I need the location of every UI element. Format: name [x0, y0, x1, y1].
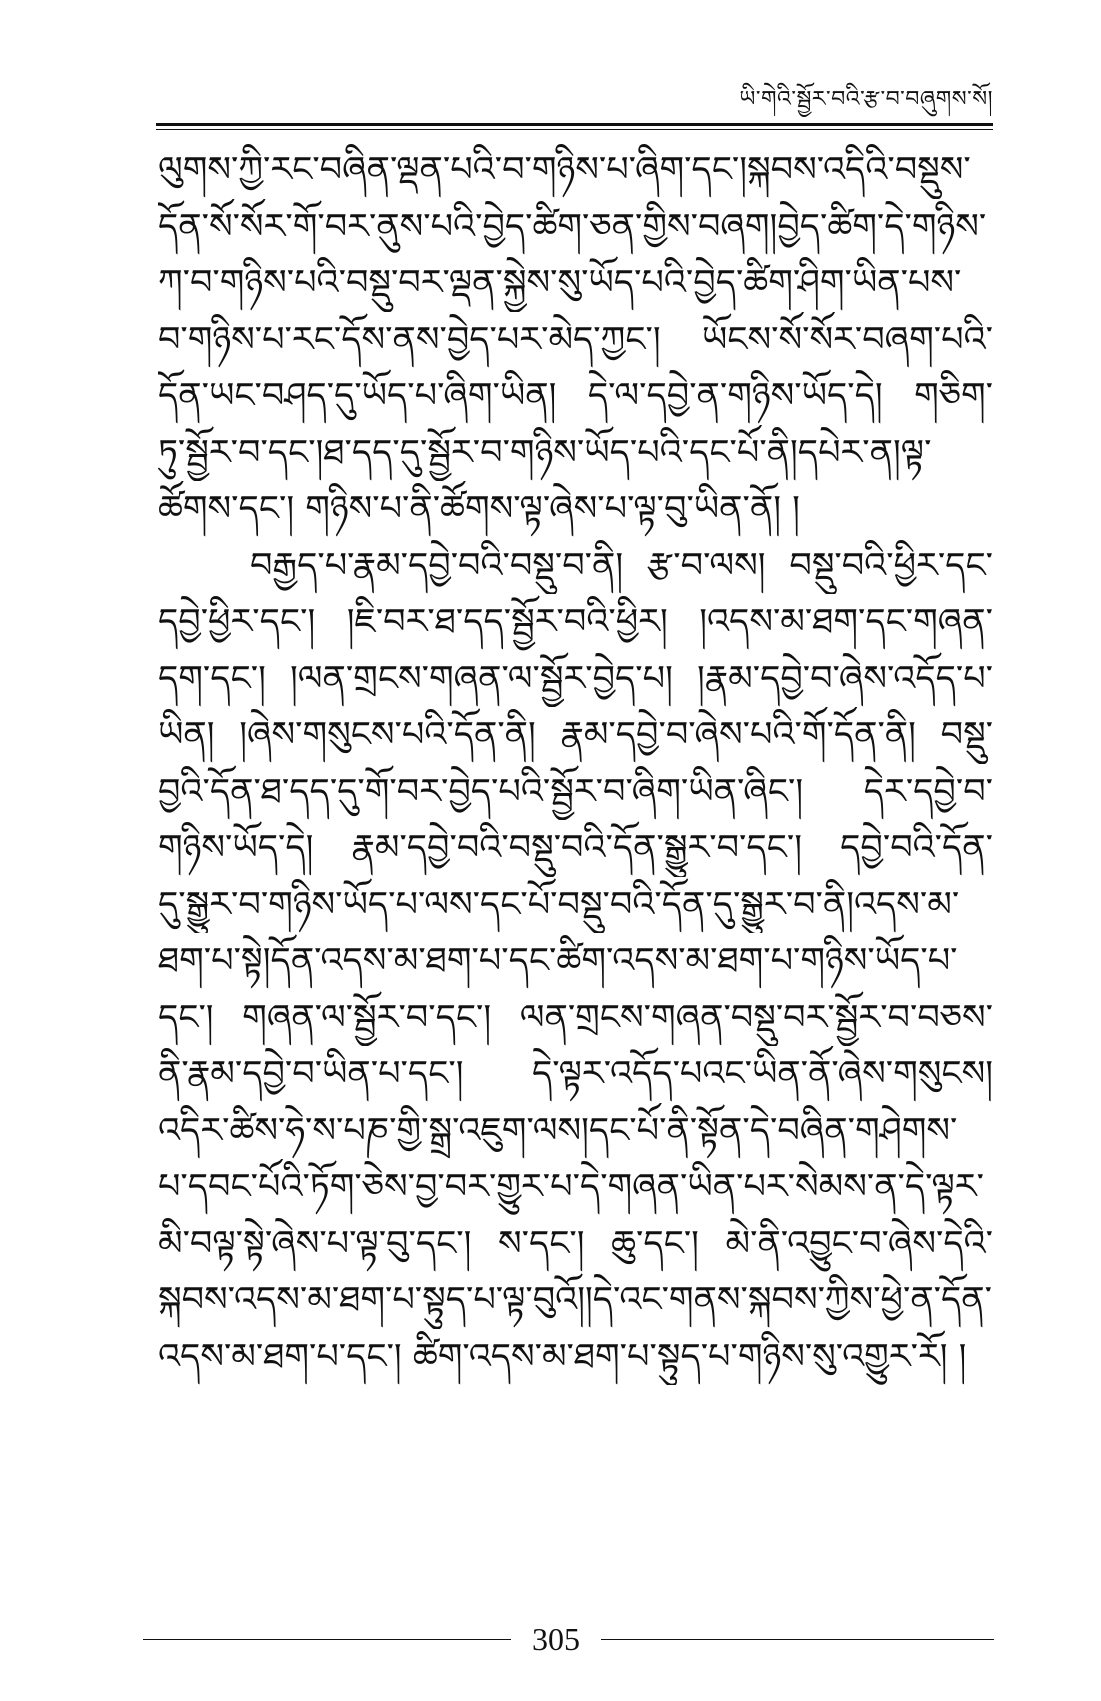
text-line: ལུགས་ཀྱི་རང་བཞིན་ལྡན་པའི་བ་གཉིས་པ་ཞིག་དང་།སྐབས་འདིའི་བསྡུས་ [158, 150, 971, 190]
text-line: དོན་སོ་སོར་གོ་བར་ནུས་པའི་བྱེད་ཚིག་ཅན་གྱིས་བཞག།བྱེད་ཚིག་དེ་གཉིས་ [158, 206, 987, 247]
text-line: མི་བལྟ་སྟེ་ཞེས་པ་ལྟ་བུ་དང་། ས་དང་། ཆུ་དང་། མེ་ནི་འབྱུང་བ་ཞེས་དེའི་ [158, 1223, 993, 1264]
text-line: འདས་མ་ཐག་པ་དང་། ཚིག་འདས་མ་ཐག་པ་སྟུད་པ་གཉིས་སུ་འགྱུར་རོ། ། [158, 1336, 967, 1377]
text-line: འདིར་ཚིས་ཧེ་ས་པཎ་གྱི་སྒྲ་འཇུག་ལས།དང་པོ་ནི་སྟོན་དེ་བཞིན་གཤེགས་ [158, 1110, 958, 1151]
running-head: ཡི་གེའི་སྦྱོར་བའི་རྩ་བ་བཞུགས་སོ། [739, 87, 993, 112]
text-line: ཀ་བ་གཉིས་པའི་བསྡུ་བར་ལྡན་སྐྱེས་སུ་ཡོད་པའི་བྱེད་ཚིག་ཤིག་ཡིན་པས་ [158, 263, 962, 303]
text-line: ཐག་པ་སྟེ།དོན་འདས་མ་ཐག་པ་དང་ཚིག་འདས་མ་ཐག་པ་གཉིས་ཡོད་པ་ [158, 941, 958, 981]
text-line: དང་། གཞན་ལ་སྦྱོར་བ་དང་། ལན་གྲངས་གཞན་བསྡུ་བར་སྦྱོར་བ་བཅས་ [158, 997, 993, 1038]
text-line: གཉིས་ཡོད་དེ། རྣམ་དབྱེ་བའི་བསྡུ་བའི་དོན་སྒྱུར་བ་དང་། དབྱེ་བའི་དོན་ [158, 828, 993, 868]
text-line: དབྱེ་ཕྱིར་དང་། །ཇི་བར་ཐ་དད་སྦྱོར་བའི་ཕྱིར། །འདས་མ་ཐག་དང་གཞན་ [158, 602, 993, 642]
text-line: བརྒྱད་པ་རྣམ་དབྱེ་བའི་བསྡུ་བ་ནི། རྩ་བ་ལས། བསྡུ་བའི་ཕྱིར་དང་ [250, 545, 993, 586]
footer-rule-left [143, 1639, 511, 1640]
text-line: དུ་སྒྱུར་བ་གཉིས་ཡོད་པ་ལས་དང་པོ་བསྡུ་བའི་དོན་དུ་སྒྱུར་བ་ནི།འདས་མ་ [158, 884, 960, 925]
text-line: དོན་ཡང་བཤད་དུ་ཡོད་པ་ཞིག་ཡིན། དེ་ལ་དབྱེ་ན་གཉིས་ཡོད་དེ། གཅིག་ [158, 376, 993, 416]
text-line: ཏུ་སྦྱོར་བ་དང་།ཐ་དད་དུ་སྦྱོར་བ་གཉིས་ཡོད་པའི་དང་པོ་ནི།དཔེར་ན།ལྟ་ [158, 432, 932, 473]
footer-rule-right [601, 1639, 994, 1640]
text-line: ནི་རྣམ་དབྱེ་བ་ཡིན་པ་དང་། དེ་ལྟར་འདོད་པའང་ཡིན་ནོ་ཞེས་གསུངས། [158, 1054, 993, 1094]
page-number: 305 [532, 1621, 580, 1657]
text-line: པ་དབང་པོའི་ཏོག་ཅེས་བྱ་བར་གྱུར་པ་དེ་གཞན་ཡིན་པར་སེམས་ན་དེ་ལྟར་ [158, 1167, 984, 1207]
header-rule-thin [156, 129, 993, 130]
header-rule-thick [156, 123, 993, 126]
text-line: ཚོགས་དང་། གཉིས་པ་ནི་ཚོགས་ལྟ་ཞེས་པ་ལྟ་བུ་ཡིན་ནོ། ། [158, 489, 800, 529]
body-text [158, 142, 993, 1385]
text-line: བ་གཉིས་པ་རང་དོས་ནས་བྱེད་པར་མེད་ཀྱང་། ཡོངས་སོ་སོར་བཞག་པའི་ [158, 319, 993, 360]
text-line: སྐབས་འདས་མ་ཐག་པ་སྟུད་པ་ལྟ་བུའོ།།དེ་འང་གནས་སྐབས་ཀྱིས་ཕྱེ་ན་དོན་ [158, 1280, 992, 1320]
text-line: དག་དང་། །ལན་གྲངས་གཞན་ལ་སྦྱོར་བྱེད་པ། །རྣམ་དབྱེ་བ་ཞེས་འདོད་པ་ [158, 658, 993, 699]
text-line: ཡིན། །ཞེས་གསུངས་པའི་དོན་ནི། རྣམ་དབྱེ་བ་ཞེས་པའི་གོ་དོན་ནི། བསྡུ་ [158, 715, 993, 755]
text-line: བྱའི་དོན་ཐ་དད་དུ་གོ་བར་བྱེད་པའི་སྦྱོར་བ་ཞིག་ཡིན་ཞིང་། དེར་དབྱེ་བ་ [158, 771, 993, 812]
